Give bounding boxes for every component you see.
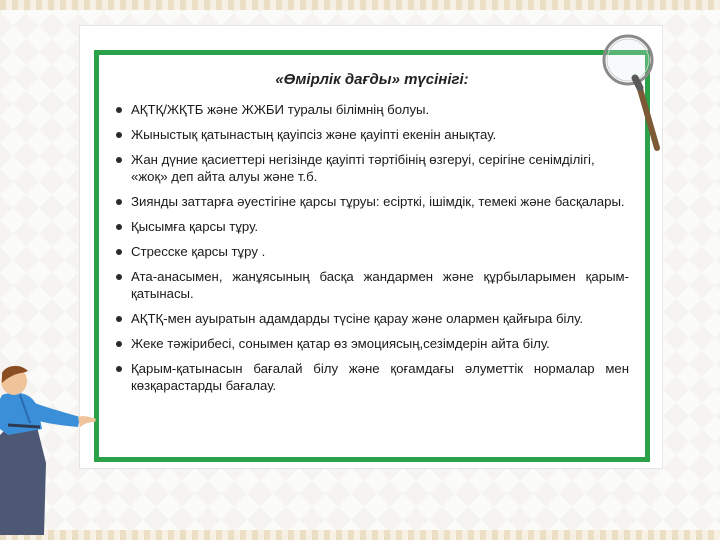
list-item-text: АҚТҚ-мен ауыратын адамдарды түсіне қарау және олармен қайғыра білу. [131, 311, 584, 326]
list-item-text: Стресске қарсы тұру . [131, 244, 266, 259]
bullet-icon [116, 132, 122, 138]
list-item [115, 310, 629, 327]
bullet-list [115, 101, 629, 402]
list-item [115, 126, 629, 143]
list-item-text: АҚТҚ/ЖҚТБ және ЖЖБИ туралы білімнің болуы. [131, 102, 430, 117]
list-item [115, 243, 629, 260]
list-item-text: Қысымға қарсы тұру. [131, 219, 259, 234]
bullet-icon [116, 341, 122, 347]
bullet-icon [116, 274, 122, 280]
list-item [115, 335, 629, 352]
bullet-icon [116, 199, 122, 205]
content-frame [94, 50, 650, 462]
bullet-icon [116, 157, 122, 163]
list-item-text: Зиянды заттарға әуестігіне қарсы тұруы: есірткі, ішімдік, темекі және басқалары. [131, 194, 625, 209]
bullet-icon [116, 366, 122, 372]
bullet-icon [116, 107, 122, 113]
list-item [115, 360, 629, 394]
bullet-icon [116, 224, 122, 230]
magnifier-icon [600, 22, 662, 154]
list-item [115, 151, 629, 185]
list-item [115, 218, 629, 235]
bottom-decorative-border [0, 530, 720, 540]
list-item-text: Ата-анасымен, жанұясының басқа жандармен және құрбыларымен қарым-қатынасы. [131, 269, 629, 301]
slide-title: «Өмірлік дағды» түсінігі: [275, 71, 469, 88]
list-item-text: Қарым-қатынасын бағалай білу және қоғамдағы әлуметтік нормалар мен көзқарастарды бағалау. [131, 361, 629, 393]
top-decorative-border [0, 0, 720, 10]
pointing-person-icon [0, 365, 98, 535]
list-item [115, 193, 629, 210]
bullet-icon [116, 249, 122, 255]
list-item-text: Жан дүние қасиеттері негізінде қауіпті тәртібінің өзгеруі, серігіне сенімділігі, «жоқ» деп айта алуы және т.б. [131, 152, 595, 184]
list-item [115, 101, 629, 118]
bullet-icon [116, 316, 122, 322]
list-item-text: Жеке тәжірибесі, сонымен қатар өз эмоциясың,сезімдерін айта білу. [131, 336, 550, 351]
list-item-text: Жыныстық қатынастың қауіпсіз және қауіпті екенін анықтау. [131, 127, 497, 142]
list-item [115, 268, 629, 302]
